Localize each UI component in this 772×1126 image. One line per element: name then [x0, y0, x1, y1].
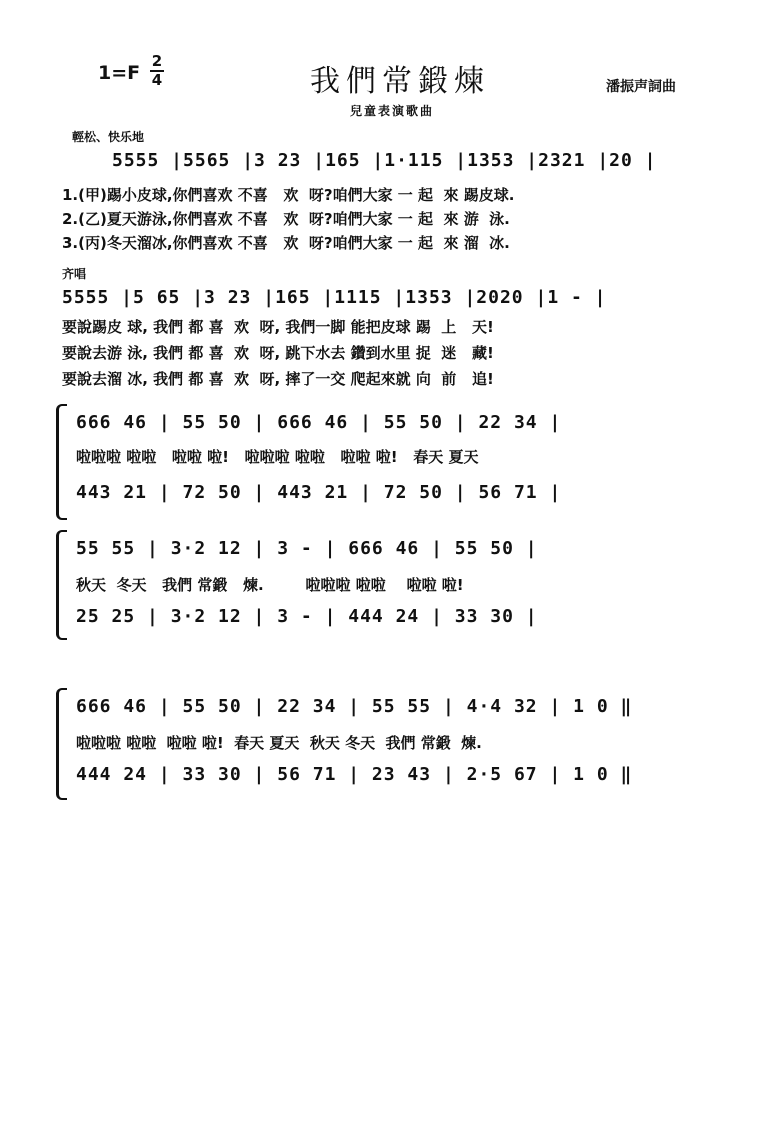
section1-lyric-line-2: 2.(乙)夏天游泳,你們喜欢 不喜 欢 呀?咱們大家 一 起 來 游 泳. — [62, 210, 510, 228]
system1-upper-notes: 666 46 | 55 50 | 666 46 | 55 50 | 22 34 | — [76, 412, 562, 433]
key-signature: 1=F — [98, 62, 141, 84]
section2-notes: 5555 |5 65 |3 23 |165 |1115 |1353 |2020 |1 - | — [62, 287, 607, 308]
chorus-marking: 齐唱 — [62, 267, 87, 281]
system1-lyric: 啦啦啦 啦啦 啦啦 啦! 啦啦啦 啦啦 啦啦 啦! 春天 夏天 — [76, 448, 479, 466]
section2-lyric-line-2: 要說去游 泳, 我們 都 喜 欢 呀, 跳下水去 鑽到水里 捉 迷 藏! — [62, 344, 494, 362]
time-signature — [150, 54, 164, 88]
time-signature-top: 2 — [151, 52, 163, 70]
section1-lyric-line-1: 1.(甲)踢小皮球,你們喜欢 不喜 欢 呀?咱們大家 一 起 來 踢皮球. — [62, 186, 515, 204]
section2-lyric-line-1: 要說踢皮 球, 我們 都 喜 欢 呀, 我們一脚 能把皮球 踢 上 天! — [62, 318, 494, 336]
composer-credit: 潘振声詞曲 — [606, 79, 676, 95]
song-subtitle: 兒童表演歌曲 — [350, 104, 435, 118]
time-signature-bottom: 4 — [151, 71, 163, 89]
system2-brace — [56, 530, 67, 640]
section1-notes: 5555 |5565 |3 23 |165 |1·115 |1353 |2321 |20 | — [112, 150, 657, 171]
system2-lower-notes: 25 25 | 3·2 12 | 3 - | 444 24 | 33 30 | — [76, 606, 538, 627]
system1-brace — [56, 404, 67, 520]
system3-brace — [56, 688, 67, 800]
system3-upper-notes: 666 46 | 55 50 | 22 34 | 55 55 | 4·4 32 | 1 0 ‖ — [76, 696, 633, 717]
section2-lyric-line-3: 要說去溜 冰, 我們 都 喜 欢 呀, 摔了一交 爬起來就 向 前 追! — [62, 370, 494, 388]
section1-lyric-line-3: 3.(丙)冬天溜冰,你們喜欢 不喜 欢 呀?咱們大家 一 起 來 溜 冰. — [62, 234, 510, 252]
system3-lower-notes: 444 24 | 33 30 | 56 71 | 23 43 | 2·5 67 | 1 0 ‖ — [76, 764, 633, 785]
system3-lyric: 啦啦啦 啦啦 啦啦 啦! 春天 夏天 秋天 冬天 我們 常鍛 煉. — [76, 734, 482, 752]
system2-lyric: 秋天 冬天 我們 常鍛 煉. 啦啦啦 啦啦 啦啦 啦! — [76, 576, 464, 594]
system1-lower-notes: 443 21 | 72 50 | 443 21 | 72 50 | 56 71 | — [76, 482, 562, 503]
song-title: 我們常鍛煉 — [310, 64, 490, 99]
tempo-marking: 輕松、快乐地 — [72, 130, 145, 144]
system2-upper-notes: 55 55 | 3·2 12 | 3 - | 666 46 | 55 50 | — [76, 538, 538, 559]
